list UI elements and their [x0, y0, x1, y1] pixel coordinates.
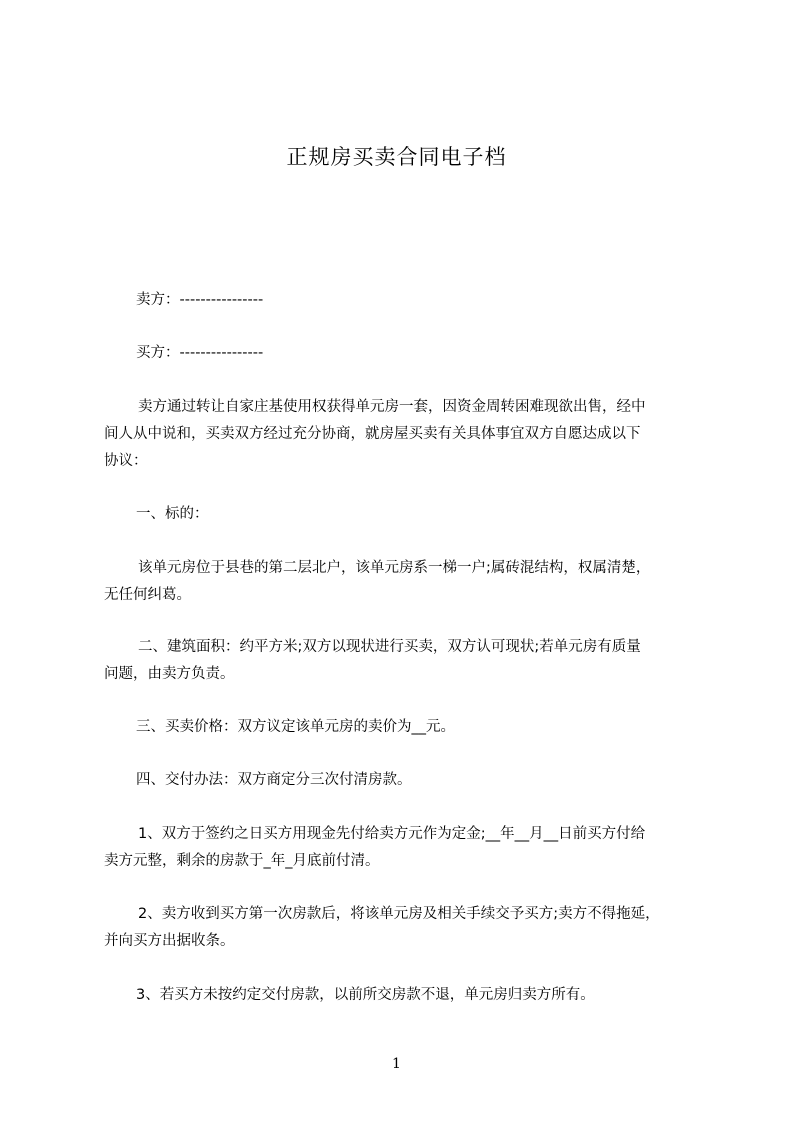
text-line: 买方：---------------- — [136, 345, 264, 361]
seller-line — [104, 287, 700, 314]
clause-2-paragraph — [104, 901, 700, 955]
buyer-line — [104, 340, 700, 367]
text-line: 三、买卖价格：双方议定该单元房的卖价为__元。 — [136, 719, 455, 735]
section-payment-paragraph — [104, 767, 700, 794]
section-heading-subject — [104, 501, 700, 528]
text-line: 问题，由卖方负责。 — [104, 666, 235, 682]
subject-paragraph — [104, 555, 700, 609]
text-line: 卖方元整，剩余的房款于_年_月底前付清。 — [104, 853, 380, 869]
clause-1-paragraph — [104, 821, 700, 875]
text-line: 卖方通过转让自家庄基使用权获得单元房一套，因资金周转困难现欲出售，经中 — [138, 399, 646, 415]
text-line: 四、交付办法：双方商定分三次付清房款。 — [136, 772, 412, 788]
section-price-paragraph — [104, 714, 700, 741]
section-area-paragraph — [104, 634, 700, 688]
text-line: 该单元房位于县巷的第二层北户，该单元房系一梯一户;属砖混结构，权属清楚， — [138, 560, 651, 576]
text-line: 并向买方出据收条。 — [104, 933, 235, 949]
document-title: 正规房买卖合同电子档 — [286, 145, 507, 169]
page-number: 1 — [392, 1056, 401, 1072]
text-line: 二、建筑面积：约平方米;双方以现状进行买卖，双方认可现状;若单元房有质量 — [138, 639, 641, 655]
text-line: 1、双方于签约之日买方用现金先付给卖方元作为定金;__年__月__日前买方付给 — [138, 826, 646, 842]
clause-3-paragraph — [104, 982, 700, 1009]
text-line: 卖方：---------------- — [136, 292, 264, 308]
text-line: 无任何纠葛。 — [104, 587, 191, 603]
text-line: 2、卖方收到买方第一次房款后，将该单元房及相关手续交予买方;卖方不得拖延， — [138, 906, 660, 922]
text-line: 一、标的： — [136, 506, 209, 522]
text-line: 3、若买方未按约定交付房款，以前所交房款不退，单元房归卖方所有。 — [136, 987, 595, 1003]
intro-paragraph — [104, 394, 700, 475]
text-line: 间人从中说和，买卖双方经过充分协商，就房屋买卖有关具体事宜双方自愿达成以下 — [104, 426, 641, 442]
text-line: 协议： — [104, 453, 148, 469]
